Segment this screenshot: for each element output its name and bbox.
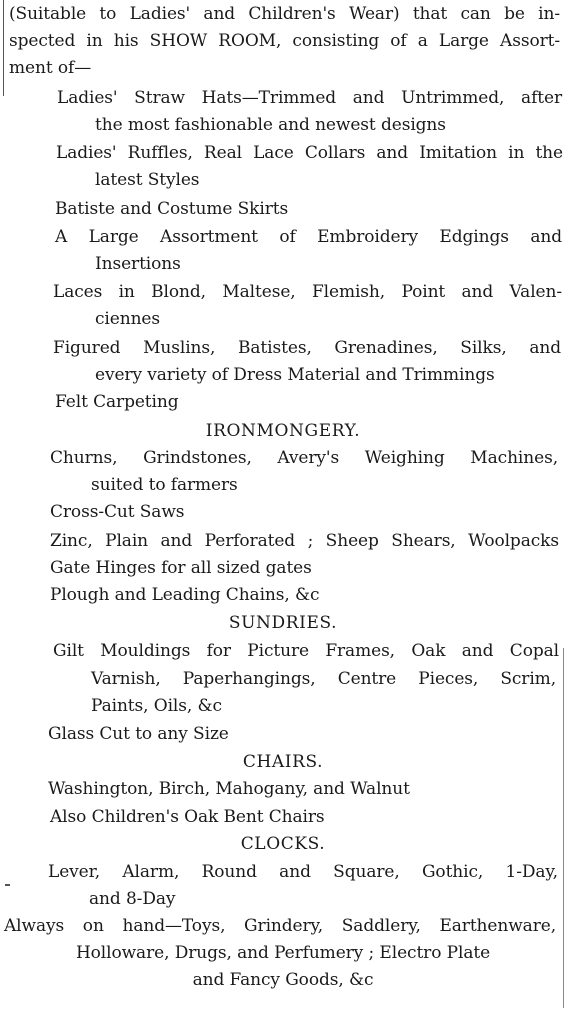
section-heading-ironmongery: IRONMONGERY. <box>205 421 361 441</box>
list-item: Washington, Birch, Mahogany, and Walnut <box>48 779 410 799</box>
section-heading-chairs: CHAIRS. <box>242 752 324 772</box>
list-item-continuation: ciennes <box>95 309 161 329</box>
list-item-continuation: Varnish, Paperhangings, Centre Pieces, Scrim, <box>91 669 556 689</box>
list-item: Figured Muslins, Batistes, Grenadines, Silks, and <box>53 338 561 358</box>
list-item-continuation: latest Styles <box>95 170 200 190</box>
list-item-continuation: Paints, Oils, &c <box>91 696 222 716</box>
list-item-continuation: and 8-Day <box>89 889 176 909</box>
list-item: Churns, Grindstones, Avery's Weighing Machines, <box>50 448 558 468</box>
list-item: Felt Carpeting <box>55 392 179 412</box>
list-item: Cross-Cut Saws <box>50 502 185 522</box>
list-item: Also Children's Oak Bent Chairs <box>50 807 325 827</box>
list-item-continuation: suited to farmers <box>91 475 238 495</box>
list-item: Ladies' Ruffles, Real Lace Collars and Imitation in the <box>56 143 563 163</box>
intro-line: ment of— <box>9 58 92 78</box>
print-mark <box>5 884 10 886</box>
list-item: Gate Hinges for all sized gates <box>50 558 312 578</box>
section-heading-clocks: CLOCKS. <box>240 834 326 854</box>
list-item: Zinc, Plain and Perforated ; Sheep Shears, Woolpacks <box>50 531 559 551</box>
list-item: Lever, Alarm, Round and Square, Gothic, 1-Day, <box>48 862 558 882</box>
list-item-continuation: every variety of Dress Material and Trimmings <box>95 365 495 385</box>
list-item: Laces in Blond, Maltese, Flemish, Point and Valen- <box>53 282 562 302</box>
intro-line: (Suitable to Ladies' and Children's Wear) that can be in- <box>9 4 560 24</box>
list-item: A Large Assortment of Embroidery Edgings and <box>55 227 562 247</box>
closing-line: Holloware, Drugs, and Perfumery ; Electro Plate <box>75 943 491 963</box>
closing-line: Always on hand—Toys, Grindery, Saddlery, Earthenware, <box>4 916 556 936</box>
list-item: Ladies' Straw Hats—Trimmed and Untrimmed, after <box>57 88 562 108</box>
section-heading-sundries: SUNDRIES. <box>228 613 338 633</box>
list-item: Plough and Leading Chains, &c <box>50 585 320 605</box>
list-item: Gilt Mouldings for Picture Frames, Oak and Copal <box>53 641 559 661</box>
list-item: Batiste and Costume Skirts <box>55 199 289 219</box>
list-item-continuation: Insertions <box>95 254 181 274</box>
intro-line: spected in his SHOW ROOM, consisting of a Large Assort- <box>9 31 560 51</box>
closing-line: and Fancy Goods, &c <box>192 970 374 990</box>
list-item-continuation: the most fashionable and newest designs <box>95 115 446 135</box>
list-item: Glass Cut to any Size <box>48 724 229 744</box>
